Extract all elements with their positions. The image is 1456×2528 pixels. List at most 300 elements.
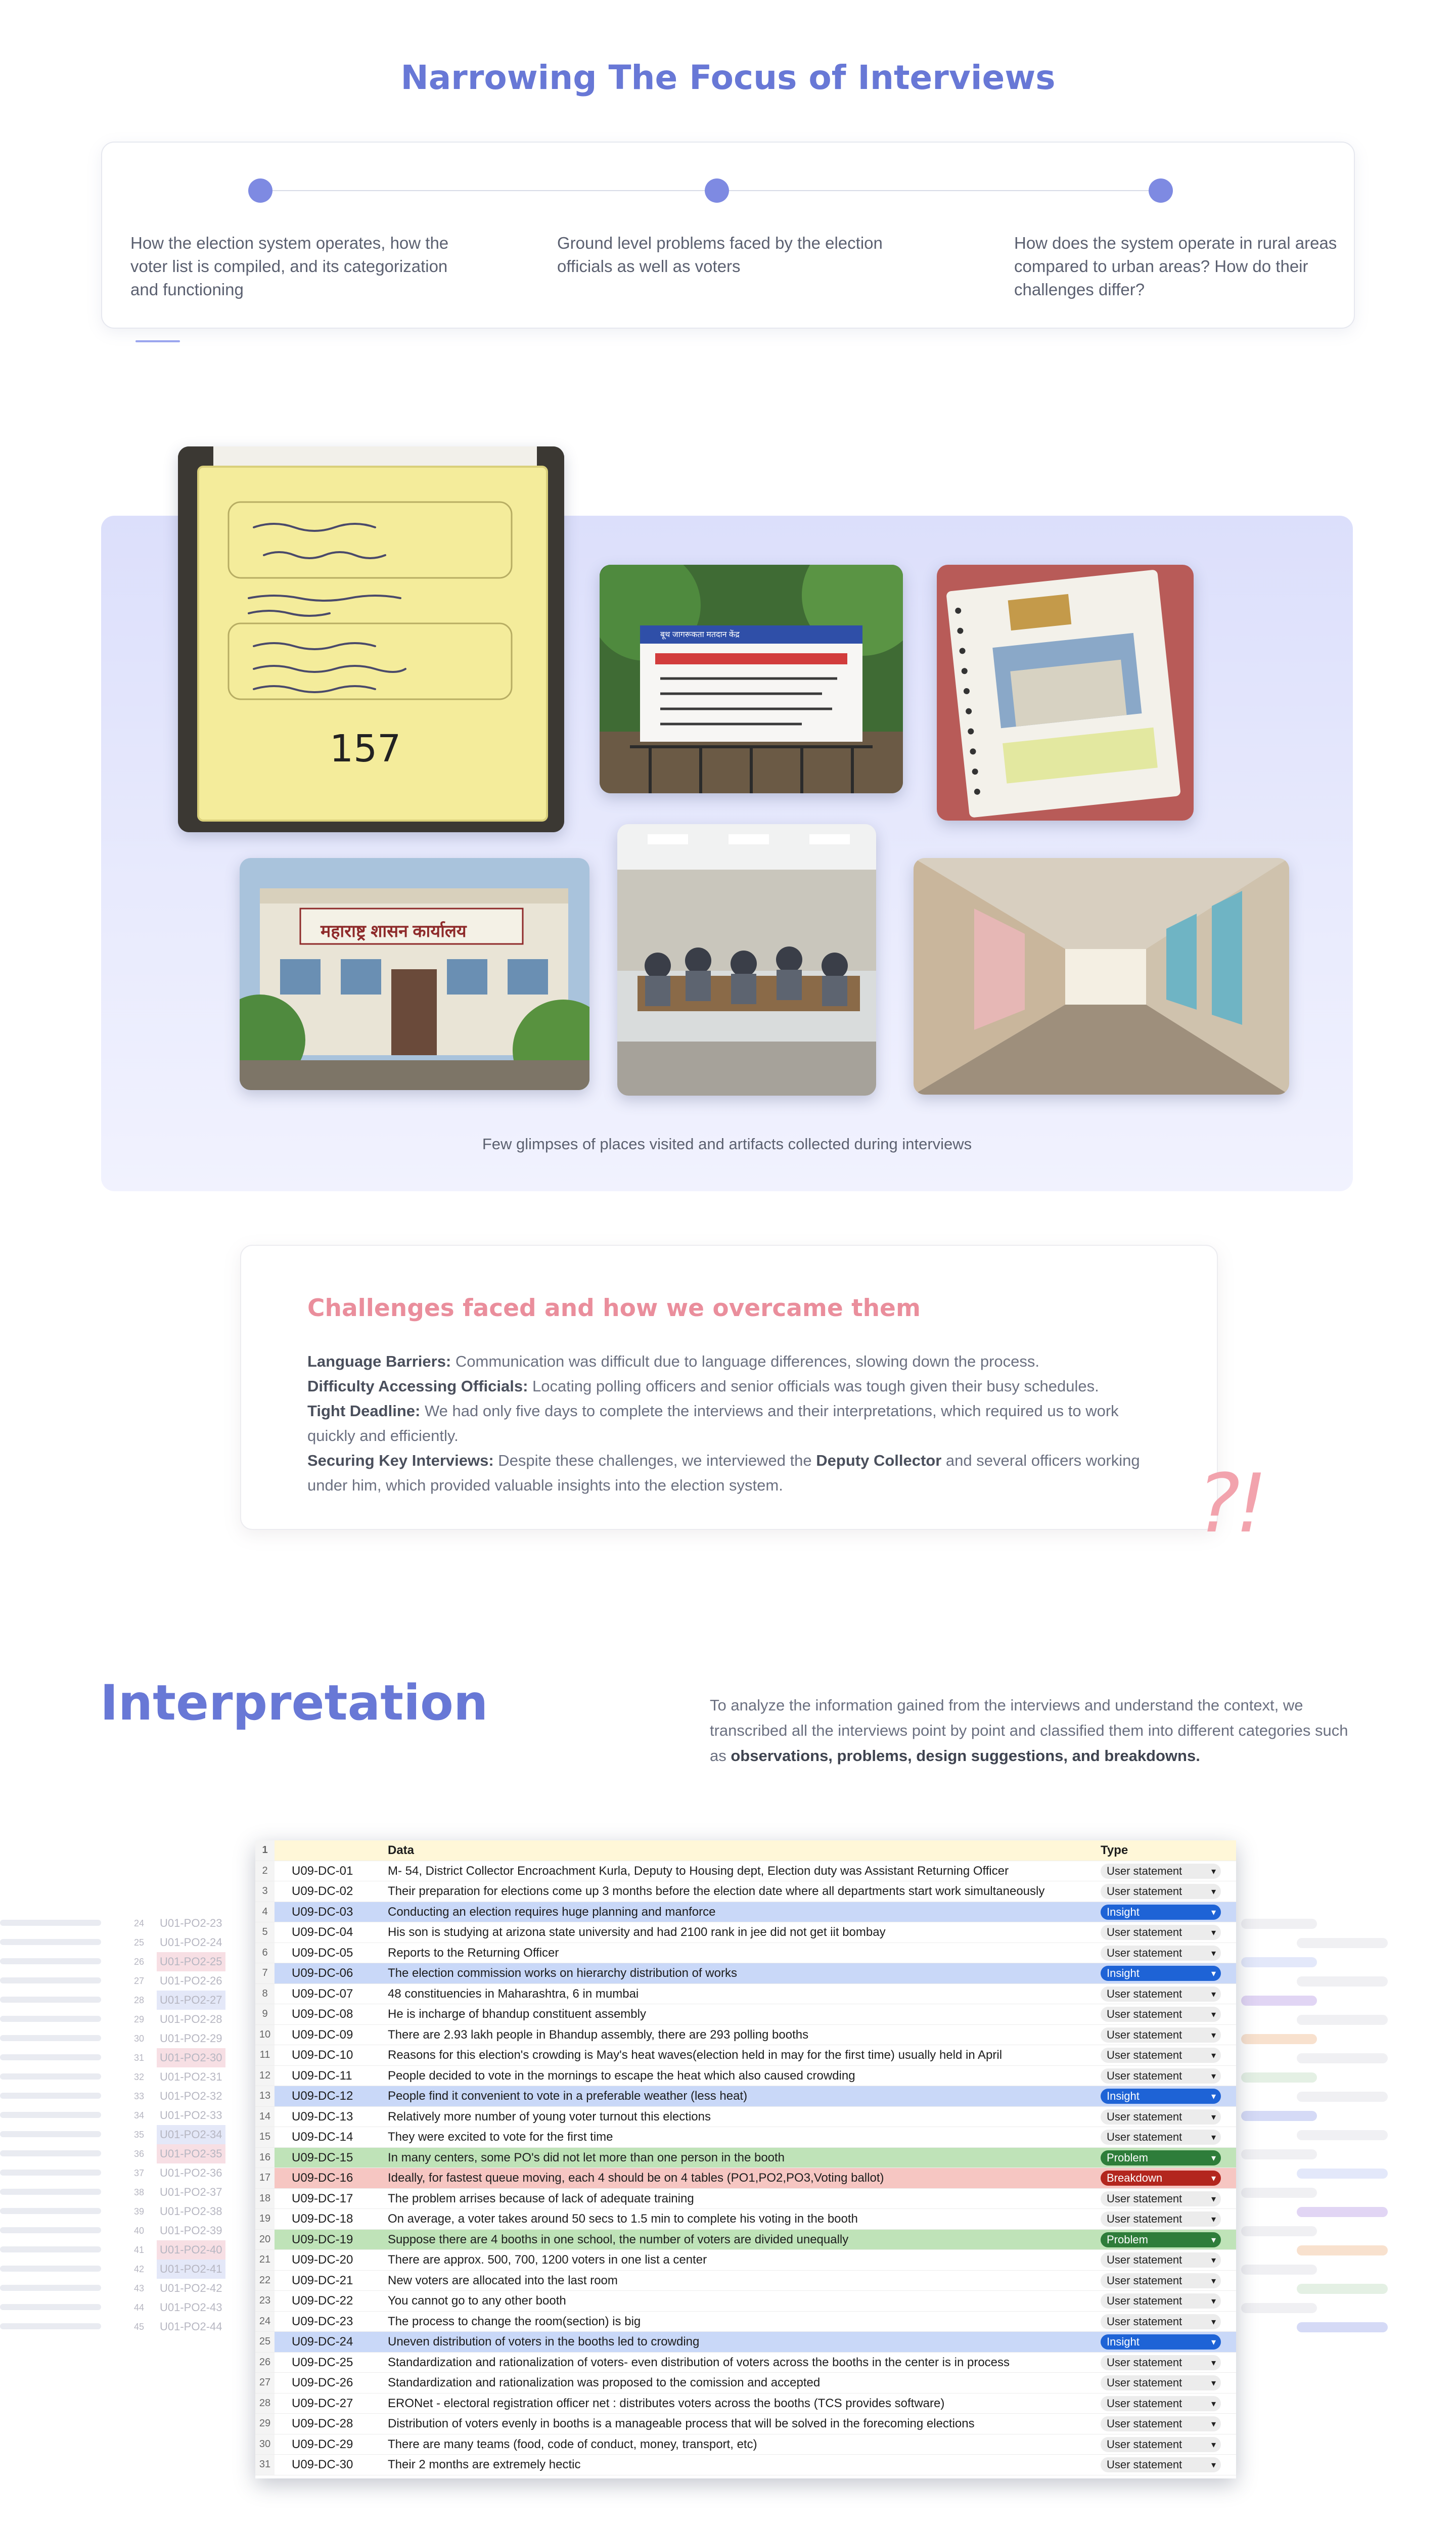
challenges-body — [307, 1349, 1162, 1498]
ghost-sheet-right — [1236, 1914, 1456, 2343]
row-data: In many centers, some PO's did not let more than one person in the booth — [388, 2150, 785, 2164]
type-dropdown[interactable]: Problem ▾ — [1101, 2232, 1221, 2247]
ghost-row-id: U01-PO2-38 — [160, 2205, 222, 2218]
row-data: The election commission works on hierarchy distribution of works — [388, 1966, 737, 1980]
ghost-row-id: U01-PO2-42 — [160, 2282, 222, 2294]
ghost-row — [0, 1971, 255, 1991]
ghost-text-bar — [0, 2227, 101, 2233]
row-data: 48 constituencies in Maharashtra, 6 in mumbai — [388, 1987, 639, 2001]
photo-caption: Few glimpses of places visited and artifacts collected during interviews — [482, 1135, 972, 1153]
table-row[interactable] — [255, 1902, 1236, 1923]
row-number: 17 — [255, 2168, 275, 2188]
row-type-cell[interactable] — [1101, 1963, 1222, 1983]
table-row[interactable] — [255, 2312, 1236, 2332]
type-dropdown[interactable]: Problem ▾ — [1101, 2150, 1221, 2165]
row-id: U09-DC-12 — [292, 2089, 353, 2103]
focus-point-1: How the election system operates, how the voter list is compiled, and its categorization and functioning — [130, 234, 449, 299]
timeline-dot-2 — [705, 178, 729, 203]
ghost-row-id: U01-PO2-28 — [160, 2013, 222, 2025]
row-type-cell[interactable] — [1101, 2291, 1222, 2311]
ghost-row-number: 37 — [133, 2168, 145, 2178]
challenge-label: Securing Key Interviews: — [307, 1452, 494, 1469]
challenges-title: Challenges faced and how we overcame them — [307, 1294, 921, 1322]
row-id: U09-DC-17 — [292, 2191, 353, 2205]
ghost-row-id: U01-PO2-27 — [157, 1991, 225, 2010]
row-id: U09-DC-20 — [292, 2253, 353, 2267]
row-type-cell[interactable] — [1101, 2230, 1222, 2250]
ghost-text-bar — [0, 2150, 101, 2156]
booklet-illustration — [937, 565, 1194, 821]
type-dropdown[interactable]: User statement ▾ — [1101, 1884, 1221, 1899]
ghost-row — [0, 2010, 255, 2029]
type-dropdown[interactable]: User statement ▾ — [1101, 2048, 1221, 2063]
row-data: People decided to vote in the mornings to escape the heat which also caused crowding — [388, 2068, 855, 2083]
row-type-cell[interactable] — [1101, 2209, 1222, 2229]
interpretation-text — [710, 1693, 1357, 1769]
row-number: 24 — [255, 2312, 275, 2332]
ghost-row-number: 27 — [133, 1976, 145, 1986]
ghost-row-number: 39 — [133, 2206, 145, 2217]
row-number: 11 — [255, 2045, 275, 2065]
ghost-chip — [1297, 2130, 1388, 2140]
row-number: 9 — [255, 2004, 275, 2024]
notebook-illustration — [178, 446, 564, 832]
challenge-label: Difficulty Accessing Officials: — [307, 1377, 528, 1395]
ghost-row — [0, 2144, 255, 2163]
row-type-cell[interactable] — [1101, 2004, 1222, 2024]
table-row[interactable] — [255, 1922, 1236, 1943]
row-id: U09-DC-04 — [292, 1925, 353, 1939]
row-id: U09-DC-27 — [292, 2396, 353, 2410]
row-id: U09-DC-01 — [292, 1864, 353, 1878]
ghost-row-number: 29 — [133, 2014, 145, 2024]
ghost-chip — [1297, 2092, 1388, 2102]
row-number: 4 — [255, 1902, 275, 1922]
type-dropdown[interactable]: User statement ▾ — [1101, 2416, 1221, 2431]
ghost-row-number: 38 — [133, 2187, 145, 2197]
row-number: 29 — [255, 2414, 275, 2434]
type-dropdown[interactable]: User statement ▾ — [1101, 1925, 1221, 1940]
ghost-chip — [1241, 1919, 1317, 1929]
ghost-row-id: U01-PO2-39 — [160, 2224, 222, 2237]
type-dropdown[interactable]: Breakdown ▾ — [1101, 2171, 1221, 2186]
meeting-room-illustration — [617, 824, 876, 1096]
type-dropdown[interactable]: Insight ▾ — [1101, 2334, 1221, 2350]
ghost-chip — [1297, 2284, 1388, 2294]
table-row[interactable] — [255, 2230, 1236, 2250]
focus-point-2: Ground level problems faced by the election officials as well as voters — [557, 234, 883, 276]
table-row[interactable] — [255, 2250, 1236, 2271]
ghost-chip — [1297, 2169, 1388, 2179]
type-dropdown[interactable]: User statement ▾ — [1101, 2130, 1221, 2145]
challenge-label: Language Barriers: — [307, 1352, 451, 1370]
row-type-cell[interactable] — [1101, 1943, 1222, 1963]
table-row[interactable] — [255, 2189, 1236, 2209]
ghost-row-number: 42 — [133, 2264, 145, 2274]
type-dropdown[interactable]: User statement ▾ — [1101, 2355, 1221, 2370]
row-type-cell[interactable] — [1101, 2271, 1222, 2291]
table-row[interactable] — [255, 2414, 1236, 2434]
row-data: There are approx. 500, 700, 1200 voters in one list a center — [388, 2253, 707, 2267]
ghost-text-bar — [0, 2093, 101, 2099]
ghost-row-number: 44 — [133, 2303, 145, 2313]
table-row[interactable] — [255, 1963, 1236, 1984]
ghost-text-bar — [0, 1997, 101, 2003]
photo-notebook — [178, 446, 564, 832]
ghost-row-number: 24 — [133, 1918, 145, 1928]
ghost-text-bar — [0, 2304, 101, 2310]
ghost-text-bar — [0, 1920, 101, 1926]
ghost-chip — [1241, 2265, 1317, 2275]
table-row[interactable] — [255, 1881, 1236, 1902]
type-dropdown[interactable]: User statement ▾ — [1101, 2027, 1221, 2043]
row-number: 2 — [255, 1861, 275, 1881]
row-data: Their 2 months are extremely hectic — [388, 2458, 581, 2471]
row-id: U09-DC-13 — [292, 2109, 353, 2124]
table-row[interactable] — [255, 1984, 1236, 2005]
row-type-cell[interactable] — [1101, 2107, 1222, 2127]
row-type-cell[interactable] — [1101, 2373, 1222, 2393]
row-number: 20 — [255, 2230, 275, 2250]
row-type-cell[interactable] — [1101, 2434, 1222, 2455]
table-row[interactable] — [255, 2332, 1236, 2353]
row-id: U09-DC-30 — [292, 2458, 353, 2471]
row-data: Reasons for this election's crowding is May's heat waves(election held in may for the first time) usually held in April — [388, 2048, 1003, 2062]
ghost-row-number: 36 — [133, 2149, 145, 2159]
row-data: New voters are allocated into the last room — [388, 2273, 618, 2287]
type-dropdown[interactable]: User statement ▾ — [1101, 2252, 1221, 2268]
type-dropdown[interactable]: User statement ▾ — [1101, 1864, 1221, 1879]
type-dropdown[interactable]: User statement ▾ — [1101, 2437, 1221, 2452]
type-dropdown[interactable]: User statement ▾ — [1101, 2109, 1221, 2125]
table-row[interactable] — [255, 2434, 1236, 2455]
ghost-chip — [1241, 1996, 1317, 2006]
type-dropdown[interactable]: Insight ▾ — [1101, 1905, 1221, 1920]
challenge-text: Despite these challenges, we interviewed the — [493, 1452, 816, 1469]
row-data: Conducting an election requires huge planning and manforce — [388, 1905, 716, 1919]
row-id: U09-DC-23 — [292, 2314, 353, 2328]
ghost-text-bar — [0, 1939, 101, 1945]
interpretation-title: Interpretation — [100, 1675, 488, 1731]
ghost-row — [0, 2240, 255, 2260]
row-data: You cannot go to any other booth — [388, 2294, 566, 2308]
focus-point-3: How does the system operate in rural areas compared to urban areas? How do their challenges differ? — [1014, 234, 1337, 299]
row-id: U09-DC-10 — [292, 2048, 353, 2062]
ghost-text-bar — [0, 2323, 101, 2329]
challenge-text: Communication was difficult due to language differences, slowing down the process. — [451, 1352, 1040, 1370]
card-accent-underline — [135, 340, 180, 342]
row-data: Suppose there are 4 booths in one school, the number of voters are divided unequally — [388, 2232, 849, 2246]
ghost-row-number: 40 — [133, 2226, 145, 2236]
table-row[interactable] — [255, 2107, 1236, 2128]
row-number: 31 — [255, 2455, 275, 2475]
timeline-dot-3 — [1149, 178, 1173, 203]
building-sign: महाराष्ट्र शासन कार्यालय — [321, 922, 467, 941]
row-number: 13 — [255, 2086, 275, 2106]
row-data: There are many teams (food, code of conduct, money, transport, etc) — [388, 2437, 757, 2451]
ghost-chip — [1297, 2322, 1388, 2332]
ghost-chip — [1297, 2207, 1388, 2217]
row-number: 5 — [255, 1922, 275, 1943]
ghost-chip — [1241, 2034, 1317, 2044]
table-row[interactable] — [255, 1861, 1236, 1882]
ghost-text-bar — [0, 2073, 101, 2080]
ghost-text-bar — [0, 2131, 101, 2137]
type-dropdown[interactable]: User statement ▾ — [1101, 2211, 1221, 2227]
row-data: People find it convenient to vote in a preferable weather (less heat) — [388, 2089, 748, 2103]
ghost-row-id: U01-PO2-32 — [160, 2090, 222, 2102]
ghost-text-bar — [0, 2246, 101, 2252]
table-row[interactable] — [255, 2394, 1236, 2414]
row-id: U09-DC-26 — [292, 2376, 353, 2389]
ghost-row-number: 25 — [133, 1937, 145, 1948]
ghost-row-number: 30 — [133, 2034, 145, 2044]
ghost-row-id: U01-PO2-36 — [160, 2166, 222, 2179]
row-type-cell[interactable] — [1101, 2455, 1222, 2475]
ghost-text-bar — [0, 2266, 101, 2272]
row-type-cell[interactable] — [1101, 2066, 1222, 2086]
row-data: Standardization and rationalization was proposed to the comission and accepted — [388, 2376, 821, 2389]
row-type-cell[interactable] — [1101, 2353, 1222, 2373]
ghost-row-number: 35 — [133, 2130, 145, 2140]
row-type-cell[interactable] — [1101, 1902, 1222, 1922]
table-row[interactable] — [255, 1943, 1236, 1964]
table-row[interactable] — [255, 2271, 1236, 2291]
focus-title: Narrowing The Focus of Interviews — [400, 58, 1056, 97]
type-dropdown[interactable]: Insight ▾ — [1101, 1966, 1221, 1981]
row-type-cell[interactable] — [1101, 2332, 1222, 2352]
ghost-row — [0, 2202, 255, 2221]
table-row[interactable] — [255, 2127, 1236, 2148]
row-type-cell[interactable] — [1101, 2414, 1222, 2434]
timeline-dot-1 — [248, 178, 272, 203]
row-number: 18 — [255, 2189, 275, 2209]
table-row[interactable] — [255, 2455, 1236, 2475]
ghost-text-bar — [0, 2054, 101, 2060]
table-row[interactable] — [255, 2025, 1236, 2046]
ghost-row-id: U01-PO2-44 — [160, 2320, 222, 2333]
row-type-cell[interactable] — [1101, 2127, 1222, 2147]
photo-banner — [600, 565, 903, 793]
ghost-row — [0, 1952, 255, 1971]
ghost-text-bar — [0, 2285, 101, 2291]
row-data: Reports to the Returning Officer — [388, 1946, 559, 1960]
challenge-interviews — [307, 1448, 1162, 1498]
table-row[interactable] — [255, 2148, 1236, 2169]
row-id: U09-DC-22 — [292, 2294, 353, 2308]
row-id: U09-DC-25 — [292, 2355, 353, 2369]
row-data: Standardization and rationalization of voters- even distribution of voters across the booths in the center is in process — [388, 2355, 1010, 2369]
ghost-chip — [1297, 1938, 1388, 1948]
row-number: 23 — [255, 2291, 275, 2311]
row-type-cell[interactable] — [1101, 2025, 1222, 2045]
ghost-row-id: U01-PO2-24 — [160, 1936, 222, 1949]
sheet-rows — [255, 1861, 1236, 2475]
row-type-cell[interactable] — [1101, 1861, 1222, 1881]
row-data: The process to change the room(section) is big — [388, 2314, 641, 2328]
row-data: ERONet - electoral registration officer net : distributes voters across the booths (TCS provides software) — [388, 2396, 945, 2410]
row-number: 25 — [255, 2332, 275, 2352]
row-number: 6 — [255, 1943, 275, 1963]
header-data: Data — [388, 1843, 415, 1857]
type-dropdown[interactable]: User statement ▾ — [1101, 2314, 1221, 2329]
photo-meeting-room — [617, 824, 876, 1096]
row-type-cell[interactable] — [1101, 2148, 1222, 2168]
interpretation-text-bold: observations, problems, design suggestions, and breakdowns. — [731, 1747, 1200, 1765]
row-type-cell[interactable] — [1101, 2086, 1222, 2106]
row-data: He is incharge of bhandup constituent assembly — [388, 2007, 646, 2021]
ghost-row — [0, 2260, 255, 2279]
ghost-text-bar — [0, 2112, 101, 2118]
row-type-cell[interactable] — [1101, 2045, 1222, 2065]
type-dropdown[interactable]: User statement ▾ — [1101, 2457, 1221, 2472]
row-id: U09-DC-08 — [292, 2007, 353, 2021]
table-row[interactable] — [255, 2353, 1236, 2373]
ghost-chip — [1297, 2053, 1388, 2063]
row-number: 19 — [255, 2209, 275, 2229]
ghost-text-bar — [0, 2016, 101, 2022]
ghost-row — [0, 2125, 255, 2144]
challenge-access — [307, 1374, 1162, 1398]
row-type-cell[interactable] — [1101, 2250, 1222, 2270]
ghost-chip — [1297, 1976, 1388, 1987]
corridor-illustration — [914, 858, 1289, 1095]
row-number: 12 — [255, 2066, 275, 2086]
ghost-row-id: U01-PO2-34 — [157, 2125, 225, 2144]
row-id: U09-DC-06 — [292, 1966, 353, 1980]
row-number: 22 — [255, 2271, 275, 2291]
table-row[interactable] — [255, 2209, 1236, 2230]
challenge-language — [307, 1349, 1162, 1374]
table-row[interactable] — [255, 2086, 1236, 2107]
row-data: Their preparation for elections come up 3 months before the election date where all departments start work simultaneously — [388, 1884, 1045, 1898]
ghost-chip — [1241, 2111, 1317, 2121]
ghost-row — [0, 1933, 255, 1952]
ghost-text-bar — [0, 2189, 101, 2195]
ghost-row — [0, 2163, 255, 2183]
type-dropdown[interactable]: Insight ▾ — [1101, 2089, 1221, 2104]
ghost-row-number: 34 — [133, 2110, 145, 2120]
type-dropdown[interactable]: User statement ▾ — [1101, 2273, 1221, 2288]
ghost-text-bar — [0, 2170, 101, 2176]
row-number: 8 — [255, 1984, 275, 2004]
row-id: U09-DC-11 — [292, 2068, 352, 2083]
table-row[interactable] — [255, 2045, 1236, 2066]
row-id: U09-DC-19 — [292, 2232, 353, 2246]
ghost-row — [0, 1991, 255, 2010]
ghost-row-id: U01-PO2-37 — [160, 2186, 222, 2198]
ghost-row — [0, 2106, 255, 2125]
type-dropdown[interactable]: User statement ▾ — [1101, 2396, 1221, 2411]
row-id: U09-DC-03 — [292, 1905, 353, 1919]
photo-booklet — [937, 565, 1194, 821]
row-id: U09-DC-16 — [292, 2171, 353, 2185]
ghost-row-id: U01-PO2-35 — [157, 2144, 225, 2163]
row-type-cell[interactable] — [1101, 2168, 1222, 2188]
ghost-row-id: U01-PO2-26 — [160, 1974, 222, 1987]
header-type: Type — [1101, 1843, 1128, 1857]
row-id: U09-DC-29 — [292, 2437, 353, 2451]
row-number: 1 — [255, 1840, 275, 1861]
challenge-deadline — [307, 1398, 1162, 1448]
banner-illustration — [600, 565, 903, 793]
challenge-highlight: Deputy Collector — [816, 1452, 942, 1469]
row-number: 27 — [255, 2373, 275, 2393]
challenge-text: and several officers working under him, which provided valuable insights into the election system. — [307, 1452, 1140, 1494]
ghost-row-id: U01-PO2-25 — [157, 1952, 225, 1971]
row-type-cell[interactable] — [1101, 1984, 1222, 2004]
photo-building — [240, 858, 589, 1090]
ghost-row — [0, 2298, 255, 2317]
ghost-text-bar — [0, 2035, 101, 2041]
row-type-cell[interactable] — [1101, 1922, 1222, 1943]
interpretation-text-plain: To analyze the information gained from the interviews and understand the context, we transcribed all the interviews point by point and classified them into different categories such as — [710, 1696, 1348, 1765]
row-data: There are 2.93 lakh people in Bhandup assembly, there are 293 polling booths — [388, 2027, 809, 2042]
row-type-cell[interactable] — [1101, 2312, 1222, 2332]
row-number: 30 — [255, 2434, 275, 2455]
row-id: U09-DC-18 — [292, 2212, 353, 2226]
ghost-row — [0, 2087, 255, 2106]
interview-spreadsheet[interactable] — [255, 1840, 1236, 2478]
row-data: Ideally, for fastest queue moving, each 4 should be on 4 tables (PO1,PO2,PO3,Voting ballot) — [388, 2171, 884, 2185]
table-row[interactable] — [255, 2291, 1236, 2312]
row-data: Relatively more number of young voter turnout this elections — [388, 2109, 711, 2124]
ghost-chip — [1297, 2245, 1388, 2255]
row-data: On average, a voter takes around 50 secs to 1.5 min to complete his voting in the booth — [388, 2212, 858, 2226]
ghost-chip — [1241, 2072, 1317, 2083]
sheet-header-row — [255, 1840, 1236, 1861]
row-id: U09-DC-15 — [292, 2150, 353, 2164]
ghost-row-number: 32 — [133, 2072, 145, 2082]
type-dropdown[interactable]: User statement ▾ — [1101, 2375, 1221, 2390]
ghost-chip — [1297, 2015, 1388, 2025]
ghost-row-number: 41 — [133, 2245, 145, 2255]
row-type-cell[interactable] — [1101, 2189, 1222, 2209]
type-dropdown[interactable]: User statement ▾ — [1101, 2068, 1221, 2084]
row-id: U09-DC-05 — [292, 1946, 353, 1960]
type-dropdown[interactable]: User statement ▾ — [1101, 2191, 1221, 2206]
ghost-row-number: 45 — [133, 2322, 145, 2332]
ghost-chip — [1241, 1957, 1317, 1967]
type-dropdown[interactable]: User statement ▾ — [1101, 2293, 1221, 2309]
table-row[interactable] — [255, 2168, 1236, 2189]
table-row[interactable] — [255, 2066, 1236, 2087]
ghost-text-bar — [0, 1958, 101, 1964]
ghost-row-number: 43 — [133, 2283, 145, 2293]
row-number: 16 — [255, 2148, 275, 2168]
type-dropdown[interactable]: User statement ▾ — [1101, 1946, 1221, 1961]
row-number: 10 — [255, 2025, 275, 2045]
ghost-row-number: 28 — [133, 1995, 145, 2005]
type-dropdown[interactable]: User statement ▾ — [1101, 1987, 1221, 2002]
ghost-row-id: U01-PO2-40 — [157, 2240, 225, 2260]
row-id: U09-DC-02 — [292, 1884, 353, 1898]
challenge-text: We had only five days to complete the interviews and their interpretations, which required us to work quickly and efficiently. — [307, 1402, 1119, 1444]
ghost-row-id: U01-PO2-31 — [160, 2070, 222, 2083]
table-row[interactable] — [255, 2373, 1236, 2394]
ghost-row — [0, 1914, 255, 1933]
type-dropdown[interactable]: User statement ▾ — [1101, 2007, 1221, 2022]
table-row[interactable] — [255, 2004, 1236, 2025]
row-number: 14 — [255, 2107, 275, 2127]
ghost-chip — [1241, 2188, 1317, 2198]
row-number: 3 — [255, 1881, 275, 1902]
row-type-cell[interactable] — [1101, 2394, 1222, 2414]
ghost-text-bar — [0, 1977, 101, 1983]
row-type-cell[interactable] — [1101, 1881, 1222, 1902]
row-data: Uneven distribution of voters in the booths led to crowding — [388, 2335, 700, 2349]
challenge-text: Locating polling officers and senior officials was tough given their busy schedules. — [528, 1377, 1099, 1395]
